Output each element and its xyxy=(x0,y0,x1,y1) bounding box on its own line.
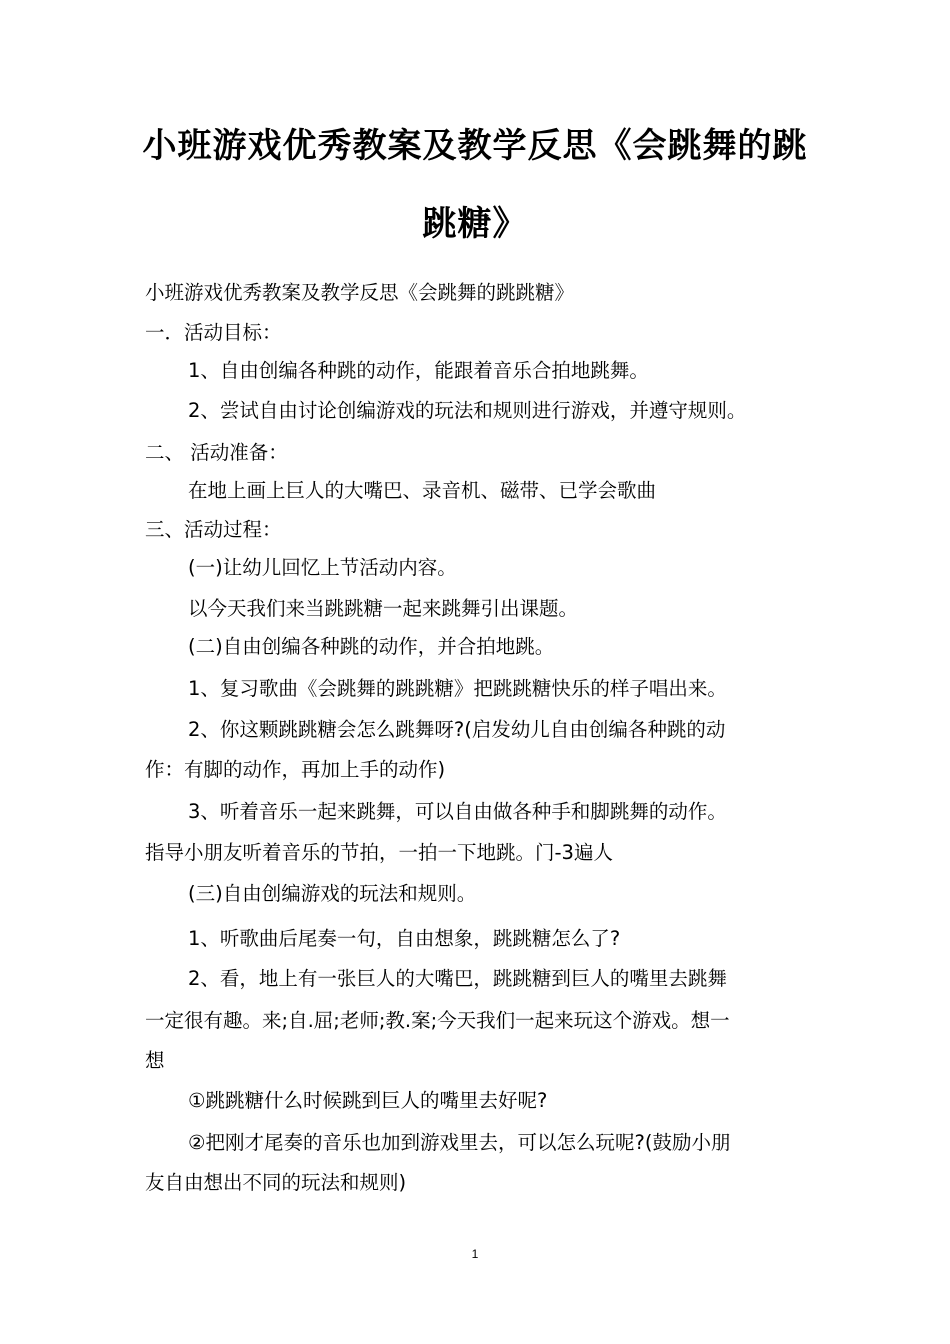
process-step-1: (一)让幼儿回忆上节活动内容。 xyxy=(188,556,457,579)
question-2-cont: 友自由想出不同的玩法和规则) xyxy=(145,1171,407,1194)
process-step-2: (二)自由创编各种跳的动作，并合拍地跳。 xyxy=(188,635,555,658)
section-process-heading: 三、活动过程： xyxy=(145,518,282,541)
step-3-item-2-end: 想 xyxy=(145,1049,165,1072)
process-step-1-detail: 以今天我们来当跳跳糖一起来跳舞引出课题。 xyxy=(188,597,579,620)
step-3-item-2: 2、看，地上有一张巨人的大嘴巴，跳跳糖到巨人的嘴里去跳舞 xyxy=(188,967,727,990)
question-2: ②把刚才尾奏的音乐也加到游戏里去，可以怎么玩呢?(鼓励小朋 xyxy=(188,1131,731,1154)
question-1: ①跳跳糖什么时候跳到巨人的嘴里去好呢? xyxy=(188,1089,548,1112)
prep-item: 在地上画上巨人的大嘴巴、录音机、磁带、已学会歌曲 xyxy=(188,479,657,502)
page-number: 1 xyxy=(471,1247,479,1261)
section-goals-heading: 一．活动目标： xyxy=(145,321,282,344)
step-2-item-3: 3、听着音乐一起来跳舞，可以自由做各种手和脚跳舞的动作。 xyxy=(188,800,727,823)
process-step-3: (三)自由创编游戏的玩法和规则。 xyxy=(188,882,477,905)
step-3-item-1: 1、听歌曲后尾奏一句，自由想象，跳跳糖怎么了? xyxy=(188,927,621,950)
goal-item-1: 1、自由创编各种跳的动作，能跟着音乐合拍地跳舞。 xyxy=(188,359,649,382)
section-prep-heading: 二、 活动准备： xyxy=(145,441,288,464)
step-3-item-2-cont: 一定很有趣。来;自.屈;老师;教.案;今天我们一起来玩这个游戏。想一 xyxy=(145,1009,730,1032)
doc-heading: 小班游戏优秀教案及教学反思《会跳舞的跳跳糖》 xyxy=(145,281,575,304)
step-2-item-2: 2、你这颗跳跳糖会怎么跳舞呀?(启发幼儿自由创编各种跳的动 xyxy=(188,718,726,741)
step-2-item-2-cont: 作：有脚的动作，再加上手的动作) xyxy=(145,758,446,781)
document-title-line-1: 小班游戏优秀教案及教学反思《会跳舞的跳 xyxy=(142,126,808,166)
step-2-item-3-cont: 指导小朋友听着音乐的节拍，一拍一下地跳。门-3遍人 xyxy=(145,841,613,864)
step-2-item-1: 1、复习歌曲《会跳舞的跳跳糖》把跳跳糖快乐的样子唱出来。 xyxy=(188,677,727,700)
document-title-line-2: 跳糖》 xyxy=(422,204,528,244)
goal-item-2: 2、尝试自由讨论创编游戏的玩法和规则进行游戏，并遵守规则。 xyxy=(188,399,747,422)
